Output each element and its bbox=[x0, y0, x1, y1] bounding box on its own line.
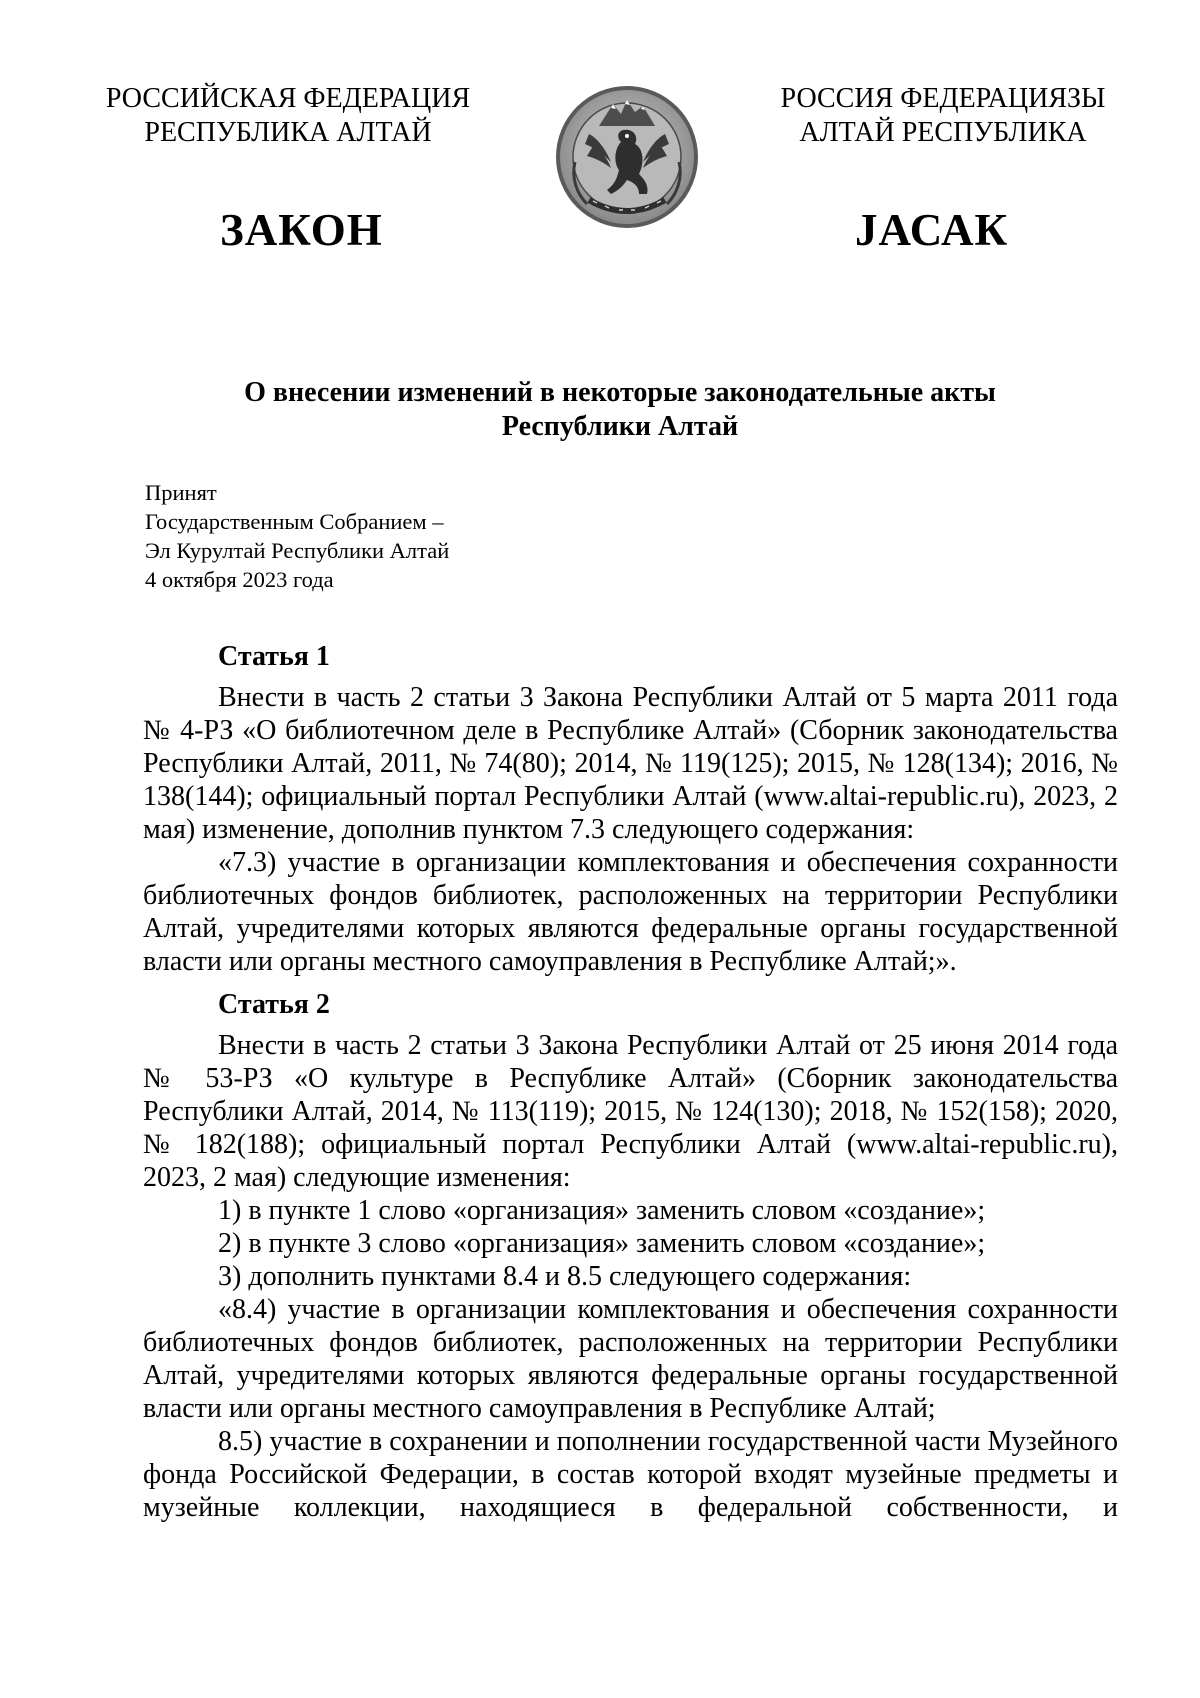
adoption-block bbox=[145, 478, 449, 594]
header-country-ru: РОССИЙСКАЯ ФЕДЕРАЦИЯ bbox=[105, 83, 471, 114]
adoption-line2: Государственным Собранием – bbox=[145, 509, 444, 534]
adoption-line1: Принят bbox=[145, 480, 217, 505]
republic-altai-coat-of-arms-icon bbox=[553, 82, 701, 232]
law-title-line1: О внесении изменений в некоторые законодательные акты bbox=[244, 377, 996, 408]
adoption-line3: Эл Курултай Республики Алтай bbox=[145, 538, 450, 563]
law-title-line2: Республики Алтай bbox=[501, 411, 739, 442]
header-republic-alt: АЛТАЙ РЕСПУБЛИКА bbox=[799, 117, 1087, 148]
article-2-item-2: 2) в пункте 3 слово «организация» заменить словом «создание»; bbox=[218, 1228, 986, 1259]
adoption-date: 4 октября 2023 года bbox=[145, 567, 334, 592]
article-2-amendment-8-4: «8.4) участие в организации комплектования и обеспечения сохранности библиотечных фондов библиотек, расположенных на территории Республики Алтай, учредителями которых являются федеральные органы государственной власти или органы местного самоуправления в Республике Алтай; bbox=[143, 1294, 1118, 1424]
article-1-amendment-7-3: «7.3) участие в организации комплектования и обеспечения сохранности библиотечных фондов библиотек, расположенных на территории Республики Алтай, учредителями которых являются федеральные органы государственной власти или органы местного самоуправления в Республике Алтай;». bbox=[143, 847, 1118, 977]
law-body bbox=[143, 640, 1118, 1524]
doc-type-ru: ЗАКОН bbox=[220, 205, 383, 255]
doc-type-alt: JАСАК bbox=[855, 205, 1009, 255]
article-2-paragraph: Внести в часть 2 статьи 3 Закона Республики Алтай от 25 июня 2014 года № 53-РЗ «О культуре в Республике Алтай» (Сборник законодательства Республики Алтай, 2014, № 113(119); 2015, № 124(130); 2018, № 152(158); 2020, № 182(188); официальный портал Республики Алтай (www.altai-republic.ru), 2023, 2 мая) следующие изменения: bbox=[143, 1030, 1118, 1193]
header-left-block bbox=[88, 82, 488, 150]
header-republic-ru: РЕСПУБЛИКА АЛТАЙ bbox=[144, 117, 432, 148]
header-country-alt: РОССИЯ ФЕДЕРАЦИЯЗЫ bbox=[780, 83, 1106, 114]
article-2-item-3: 3) дополнить пунктами 8.4 и 8.5 следующего содержания: bbox=[218, 1261, 912, 1292]
law-title bbox=[120, 376, 1120, 444]
article-1-paragraph: Внести в часть 2 статьи 3 Закона Республики Алтай от 5 марта 2011 года № 4-РЗ «О библиотечном деле в Республике Алтай» (Сборник законодательства Республики Алтай, 2011, № 74(80); 2014, № 119(125); 2015, № 128(134); 2016, № 138(144); официальный портал Республики Алтай (www.altai-republic.ru), 2023, 2 мая) изменение, дополнив пунктом 7.3 следующего содержания: bbox=[143, 682, 1118, 845]
article-1-heading: Статья 1 bbox=[218, 641, 330, 672]
article-2-heading: Статья 2 bbox=[218, 989, 330, 1020]
header-right-block bbox=[758, 82, 1128, 150]
article-2-item-1: 1) в пункте 1 слово «организация» заменить словом «создание»; bbox=[218, 1195, 986, 1226]
article-2-amendment-8-5: 8.5) участие в сохранении и пополнении государственной части Музейного фонда Российской Федерации, в состав которой входят музейные предметы и музейные коллекции, находящиеся в федеральной собственности, и bbox=[143, 1426, 1118, 1523]
